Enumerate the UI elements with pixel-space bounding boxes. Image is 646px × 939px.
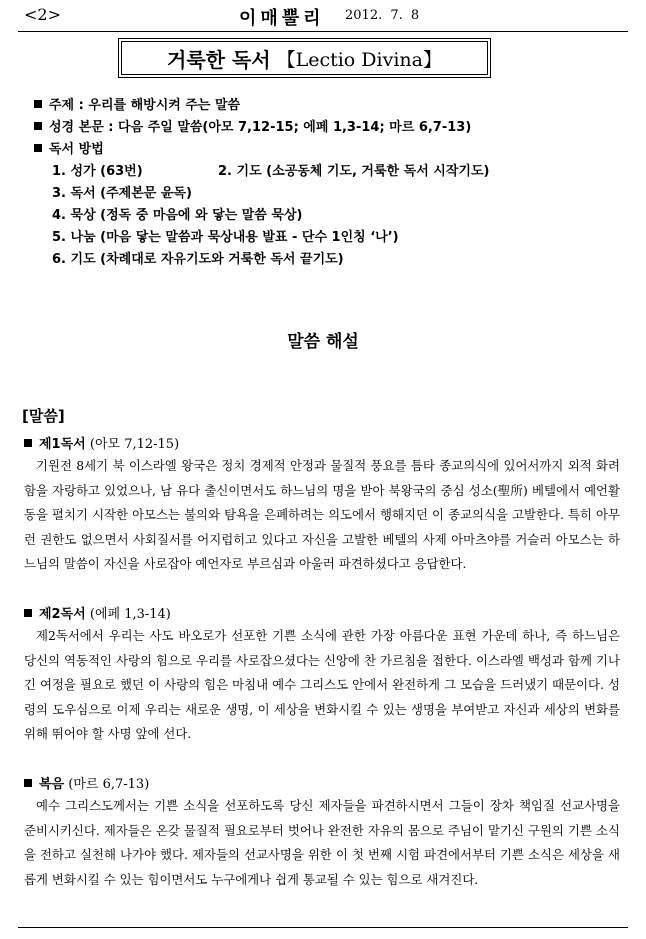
step-item: 2. 기도 (소공동체 기도, 거룩한 독서 시작기도) xyxy=(218,164,490,179)
footer-divider xyxy=(18,927,628,928)
step-item: 3. 독서 (주제본문 윤독) xyxy=(52,186,192,201)
theme-line: 주제 : 우리를 해방시켜 주는 말씀 xyxy=(34,94,240,113)
bible-value: 다음 주일 말씀(아모 7,12-15; 에페 1,3-14; 마르 6,7-13) xyxy=(118,120,472,135)
subsection-heading: [말씀] xyxy=(22,407,65,425)
bible-line: 성경 본문 : 다음 주일 말씀(아모 7,12-15; 에페 1,3-14; 마르 6,7-13) xyxy=(34,116,471,135)
section-title: 말씀 해설 xyxy=(287,332,359,352)
square-bullet-icon xyxy=(24,439,32,447)
theme-label: 주제 xyxy=(49,98,75,113)
reading-name: 제1독서 xyxy=(39,437,86,452)
reading-ref: (아모 7,12-15) xyxy=(89,437,180,452)
method-line xyxy=(34,138,104,157)
newsletter-name: 이매뿔리 xyxy=(239,8,325,29)
reading-text: 예수 그리스도께서는 기쁜 소식을 선포하도록 당신 제자들을 파견하시면서 그들이 장차 책임질 선교사명을 준비시키신다. 제자들은 온갖 물질적 필요로부터 벗어나 완전한 자유의 몸으로 주님이 맡기신 구원의 기쁜 소식을 전하고 실천해 나가야 했다. 제자들의 선교사명을 위한 이 첫 번째 시험 파견에서부터 기쁜 소식은 세상을 새롭게 변화시킬 수 있는 힘이면서도 누구에게나 쉽게 통교될 수 있는 힘으로 새겨진다. xyxy=(24,798,620,887)
reading-heading xyxy=(24,773,149,792)
reading-heading xyxy=(24,603,171,622)
reading-ref: (에페 1,3-14) xyxy=(89,607,171,622)
page-title: 거룩한 독서 xyxy=(167,47,271,72)
method-label: 독서 방법 xyxy=(49,142,104,157)
page-title-latin: 【Lectio Divina】 xyxy=(276,48,442,71)
square-bullet-icon xyxy=(34,122,42,130)
step-item: 6. 기도 (차례대로 자유기도와 거룩한 독서 끝기도) xyxy=(52,252,344,267)
title-frame xyxy=(121,41,488,75)
reading-heading xyxy=(24,433,179,452)
step-item: 4. 묵상 (정독 중 마음에 와 닿는 말씀 묵상) xyxy=(52,208,303,223)
theme-value: 우리를 해방시켜 주는 말씀 xyxy=(88,98,241,113)
reading-name: 제2독서 xyxy=(39,607,86,622)
square-bullet-icon xyxy=(24,609,32,617)
step-item: 1. 성가 (63번) xyxy=(52,164,143,179)
header-divider xyxy=(18,31,628,32)
issue-date: 2012. 7. 8 xyxy=(345,8,420,23)
reading-text: 제2독서에서 우리는 사도 바오로가 선포한 기쁜 소식에 관한 가장 아름다운 표현 가운데 하나, 즉 하느님은 당신의 역동적인 사랑의 힘으로 우리를 사로잡으셨다는 신앙에 찬 가르침을 접한다. 이스라엘 백성과 함께 기나긴 여정을 필요로 했던 이 사랑의 힘은 마침내 예수 그리스도 안에서 완전하게 그 모습을 드러냈기 때문이다. 성령의 도우심으로 이제 우리는 새로운 생명, 이 세상을 변화시킬 수 있는 생명을 부여받고 자신과 세상의 변화를 위해 뛰어야 할 사명 앞에 선다. xyxy=(24,628,620,741)
square-bullet-icon xyxy=(24,779,32,787)
square-bullet-icon xyxy=(34,100,42,108)
reading-text: 기원전 8세기 북 이스라엘 왕국은 정치 경제적 안정과 물질적 풍요를 틈타 종교의식에 있어서까지 외적 화려함을 자랑하고 있었으나, 남 유다 출신이면서도 하느님의 명을 받아 북왕국의 중심 성소(聖所) 베텔에서 예언활동을 펼치기 시작한 아모스는 불의와 탐욕을 은폐하려는 의도에서 행해지던 이 종교의식을 고발한다. 특히 아무런 권한도 없으면서 사회질서를 어지럽히고 있다고 자신을 고발한 베텔의 사제 아마츠야를 거슬러 아모스는 하느님의 말씀이 자신을 사로잡아 예언자로 부르심과 아울러 파견하셨다고 응답한다. xyxy=(24,458,620,571)
bible-label: 성경 본문 xyxy=(49,120,104,135)
reading-name: 복음 xyxy=(39,777,65,792)
reading-ref: (마르 6,7-13) xyxy=(68,777,150,792)
title-box xyxy=(118,38,491,78)
step-item: 5. 나눔 (마음 닿는 말씀과 묵상내용 발표 - 단수 1인칭 ‘나’) xyxy=(52,230,399,245)
square-bullet-icon xyxy=(34,144,42,152)
page-number: <2> xyxy=(24,5,61,24)
